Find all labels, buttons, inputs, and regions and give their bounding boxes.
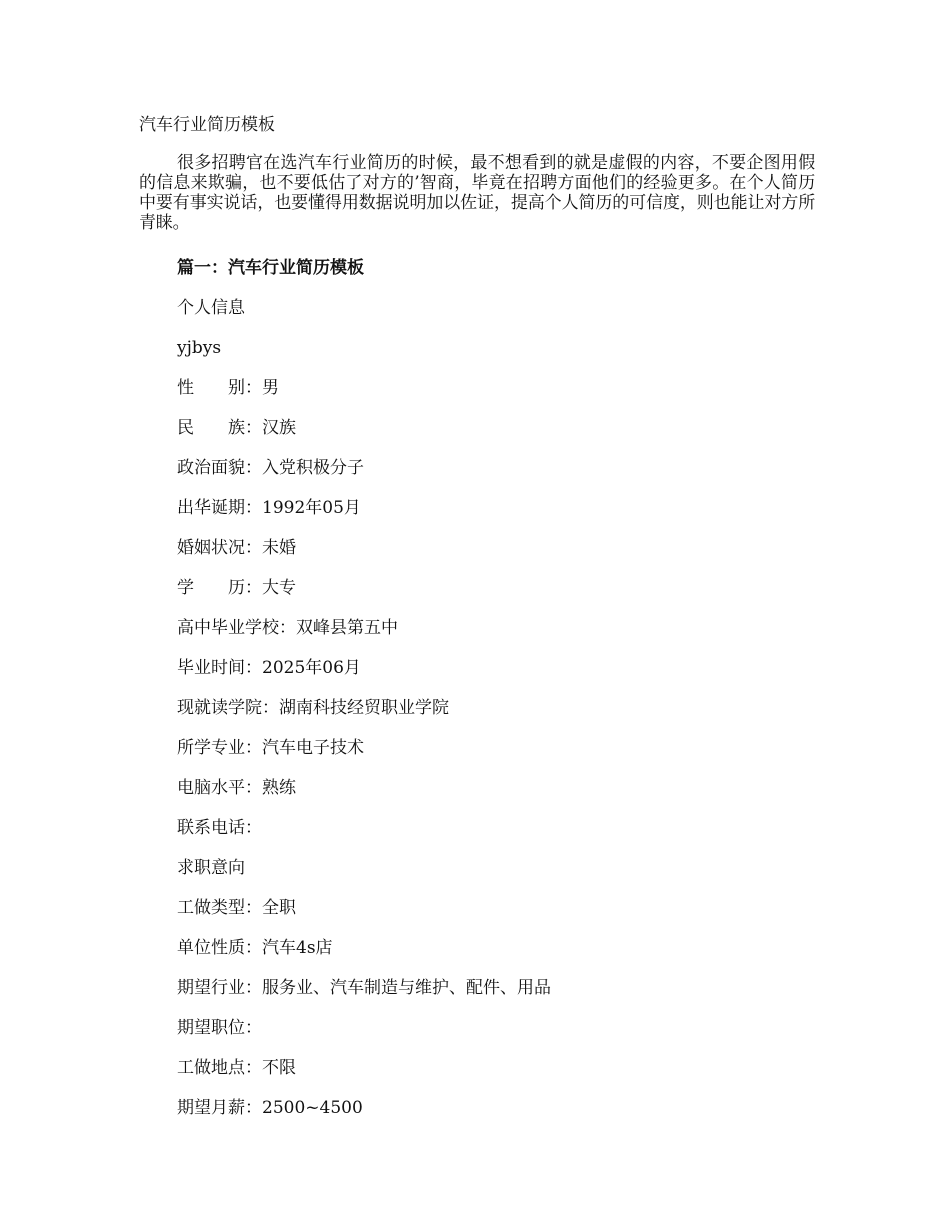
resume-line: 性 别：男 <box>177 378 279 398</box>
document-title: 汽车行业简历模板 <box>139 115 275 135</box>
resume-line: 工做类型：全职 <box>177 898 296 918</box>
resume-line: 单位性质：汽车4s店 <box>177 938 333 958</box>
resume-line: 政治面貌：入党积极分子 <box>177 458 364 478</box>
resume-line: 现就读学院：湖南科技经贸职业学院 <box>177 698 449 718</box>
resume-line: 个人信息 <box>177 298 245 318</box>
resume-line: 高中毕业学校：双峰县第五中 <box>177 618 398 638</box>
resume-line: 婚姻状况：未婚 <box>177 538 296 558</box>
section-heading: 篇一：汽车行业简历模板 <box>177 258 364 278</box>
resume-line: 民 族：汉族 <box>177 418 296 438</box>
resume-line: 电脑水平：熟练 <box>177 778 296 798</box>
resume-line: 期望行业：服务业、汽车制造与维护、配件、用品 <box>177 978 551 998</box>
resume-line: 所学专业：汽车电子技术 <box>177 738 364 758</box>
resume-line: 联系电话： <box>177 818 262 838</box>
resume-lines <box>177 298 551 1138</box>
resume-line: 学 历：大专 <box>177 578 296 598</box>
resume-line: 工做地点：不限 <box>177 1058 296 1078</box>
intro-paragraph: 很多招聘官在选汽车行业简历的时候，最不想看到的就是虚假的内容，不要企图用假的信息来欺骗，也不要低估了对方的’智商，毕竟在招聘方面他们的经验更多。在个人简历中要有事实说话，也要懂得用数据说明加以佐证，提高个人简历的可信度，则也能让对方所青睐。 <box>139 153 815 233</box>
resume-line: yjbys <box>177 338 222 358</box>
resume-line: 期望职位： <box>177 1018 262 1038</box>
resume-line: 毕业时间：2025年06月 <box>177 658 361 678</box>
resume-line: 期望月薪：2500~4500 <box>177 1098 363 1118</box>
resume-line: 出华诞期：1992年05月 <box>177 498 361 518</box>
resume-line: 求职意向 <box>177 858 245 878</box>
